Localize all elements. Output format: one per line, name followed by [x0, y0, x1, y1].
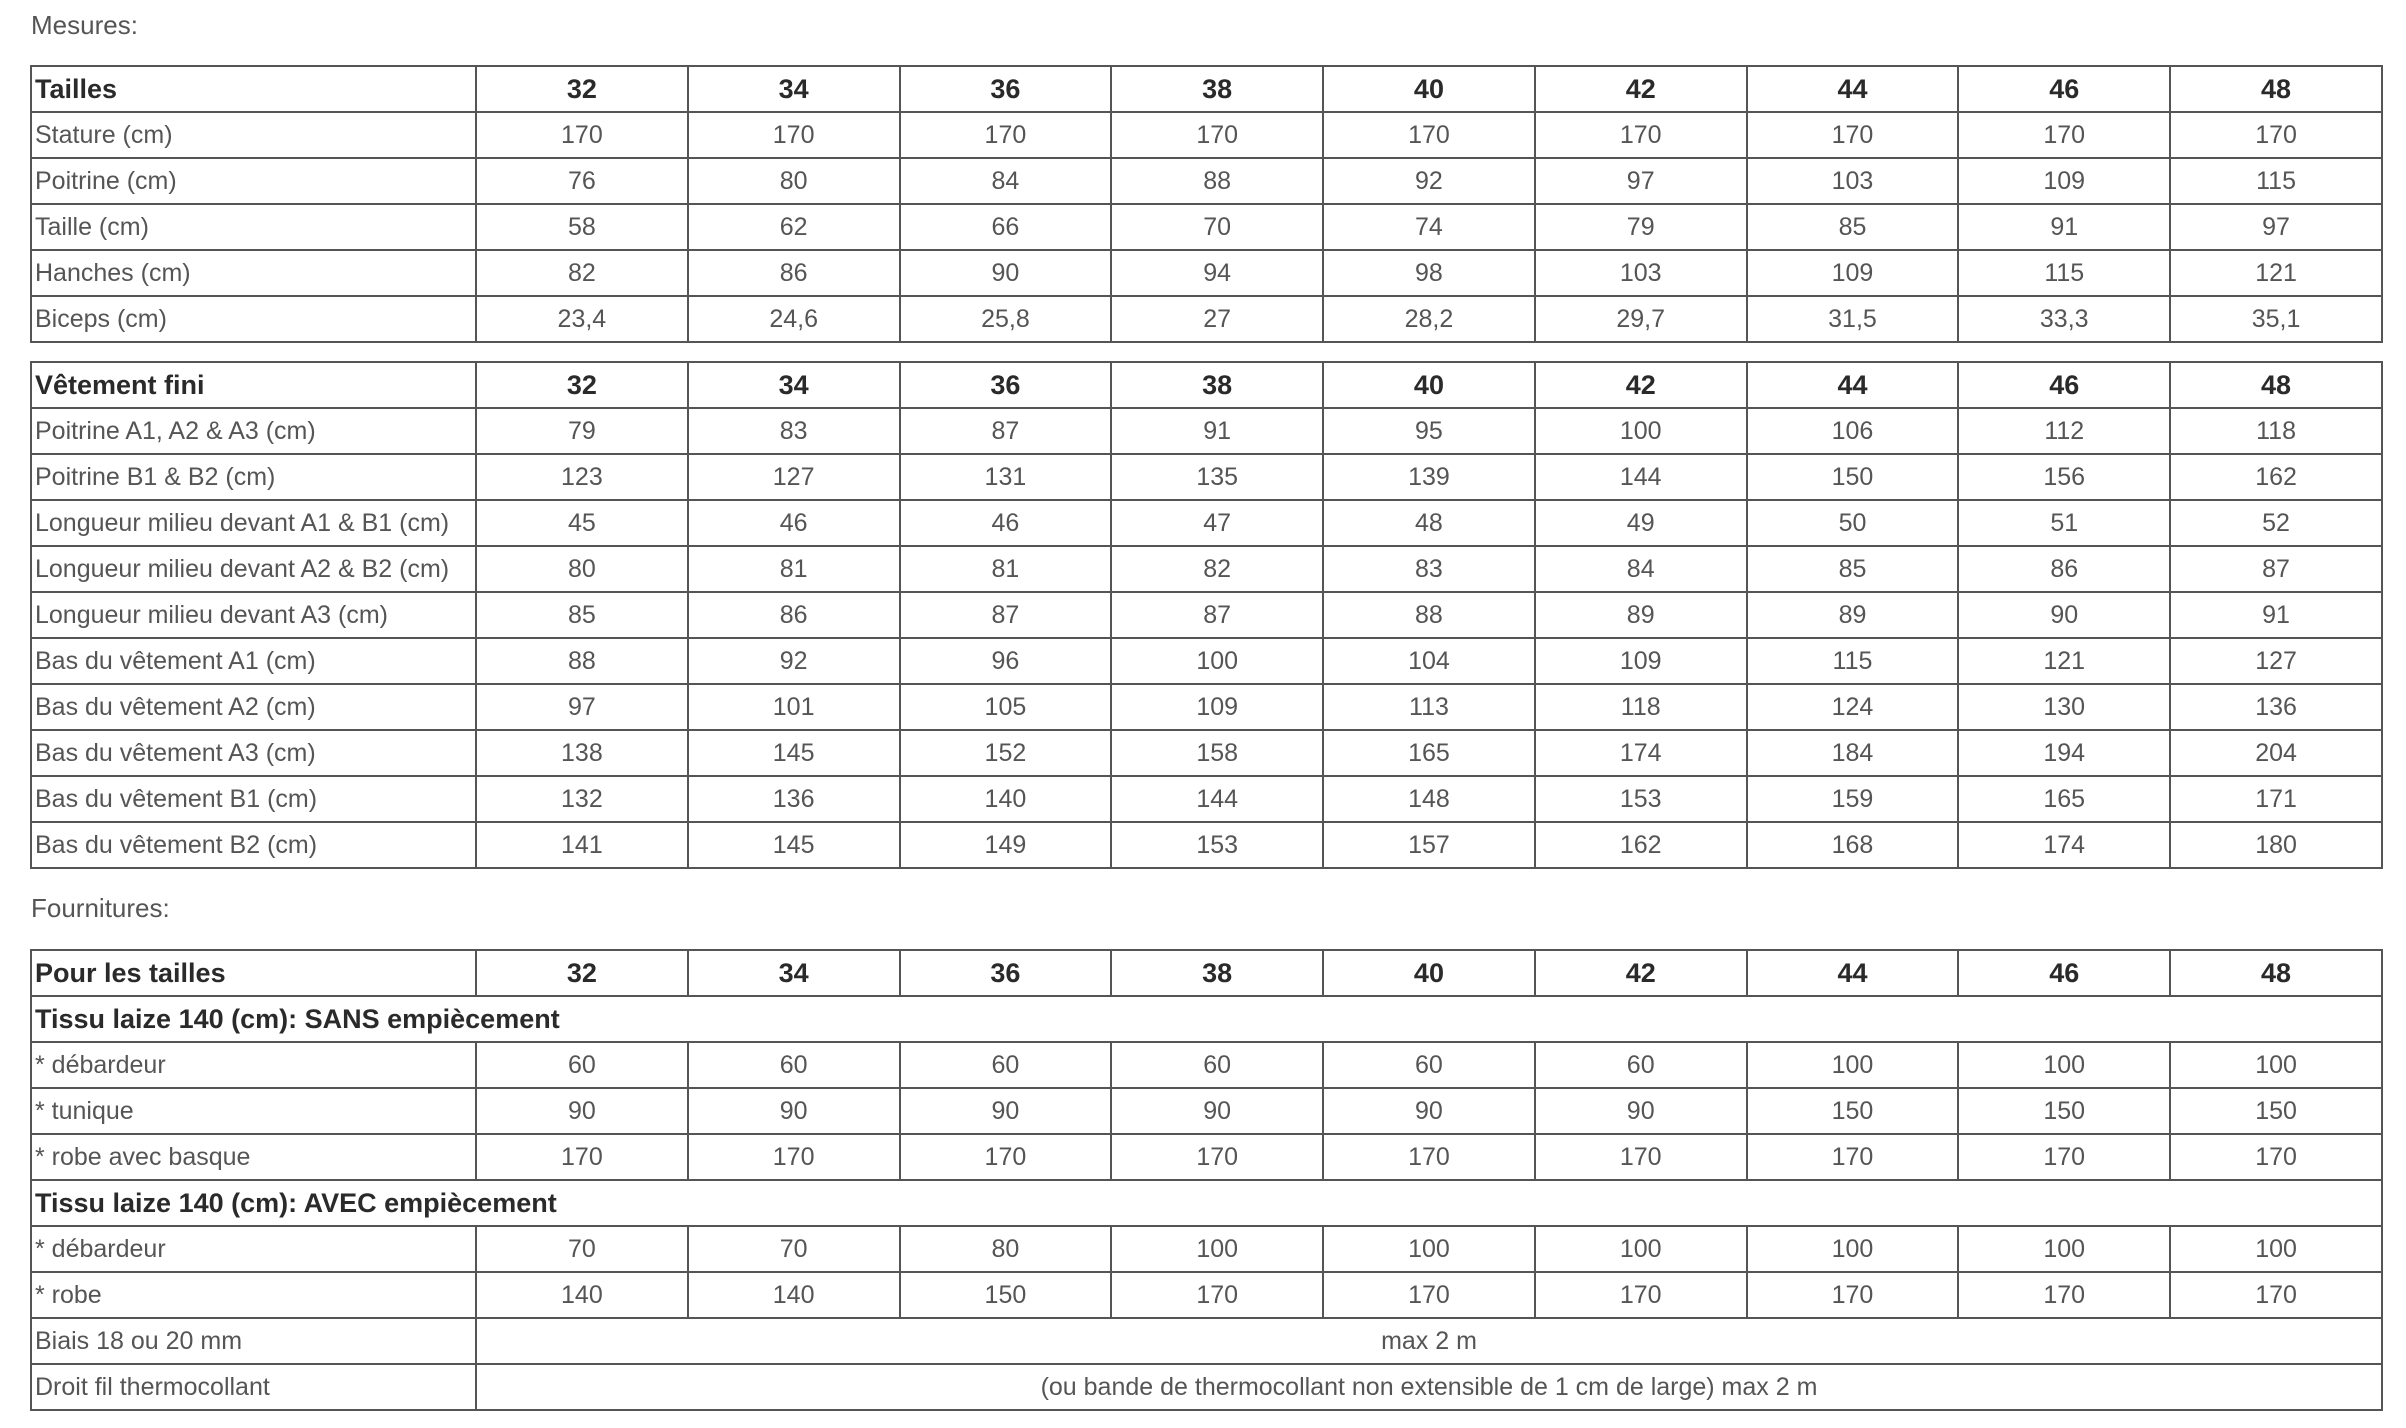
value-cell: 60	[688, 1042, 900, 1088]
table-row	[31, 1134, 2382, 1180]
value-cell: 170	[1111, 112, 1323, 158]
mesures-body	[31, 112, 2382, 342]
value-cell: 90	[1323, 1088, 1535, 1134]
value-cell: 115	[1958, 250, 2170, 296]
header-size-cell: 42	[1535, 66, 1747, 112]
value-cell: 115	[2170, 158, 2382, 204]
value-cell: 170	[1535, 1272, 1747, 1318]
header-size-cell: 38	[1111, 362, 1323, 408]
value-cell: 130	[1958, 684, 2170, 730]
value-cell: 90	[900, 1088, 1112, 1134]
table-row	[31, 1318, 2382, 1364]
value-cell: 70	[1111, 204, 1323, 250]
value-cell: 60	[1535, 1042, 1747, 1088]
value-cell: 101	[688, 684, 900, 730]
value-cell: 80	[688, 158, 900, 204]
value-cell: 152	[900, 730, 1112, 776]
value-cell: 81	[900, 546, 1112, 592]
value-cell: 170	[900, 1134, 1112, 1180]
value-cell: 144	[1535, 454, 1747, 500]
value-cell: 87	[900, 592, 1112, 638]
table-row	[31, 1088, 2382, 1134]
value-cell: 60	[900, 1042, 1112, 1088]
value-cell: 158	[1111, 730, 1323, 776]
value-cell: 85	[476, 592, 688, 638]
value-cell: 46	[900, 500, 1112, 546]
value-cell: 86	[1958, 546, 2170, 592]
table-row	[31, 684, 2382, 730]
fournitures-table	[30, 949, 2383, 1411]
value-cell: 157	[1323, 822, 1535, 868]
value-cell: 121	[1958, 638, 2170, 684]
value-cell: 83	[688, 408, 900, 454]
value-cell: 145	[688, 730, 900, 776]
value-cell: 109	[1111, 684, 1323, 730]
row-label-cell: Taille (cm)	[31, 204, 476, 250]
value-cell: 47	[1111, 500, 1323, 546]
value-cell: 170	[1323, 1272, 1535, 1318]
value-cell: 51	[1958, 500, 2170, 546]
fournitures-extra-body	[31, 1318, 2382, 1410]
header-size-cell: 36	[900, 950, 1112, 996]
value-cell: 25,8	[900, 296, 1112, 342]
value-cell: 105	[900, 684, 1112, 730]
value-cell: 70	[476, 1226, 688, 1272]
fournitures-sans-title-body	[31, 996, 2382, 1042]
table-header-row	[31, 950, 2382, 996]
value-cell: 170	[2170, 112, 2382, 158]
value-cell: 52	[2170, 500, 2382, 546]
row-label-cell: Longueur milieu devant A1 & B1 (cm)	[31, 500, 476, 546]
table-row	[31, 408, 2382, 454]
value-cell: 171	[2170, 776, 2382, 822]
value-cell: 153	[1111, 822, 1323, 868]
value-cell: 170	[1535, 112, 1747, 158]
value-cell: 82	[476, 250, 688, 296]
value-cell: 109	[1747, 250, 1959, 296]
fournitures-sans-body	[31, 1042, 2382, 1180]
value-cell: 92	[1323, 158, 1535, 204]
value-cell: 140	[688, 1272, 900, 1318]
row-label-cell: Poitrine A1, A2 & A3 (cm)	[31, 408, 476, 454]
table-row	[31, 500, 2382, 546]
value-cell: 60	[1323, 1042, 1535, 1088]
value-cell: 91	[2170, 592, 2382, 638]
value-cell: 90	[1958, 592, 2170, 638]
row-label-cell: * tunique	[31, 1088, 476, 1134]
value-cell: 156	[1958, 454, 2170, 500]
header-size-cell: 48	[2170, 362, 2382, 408]
value-cell: 100	[2170, 1042, 2382, 1088]
value-cell: 149	[900, 822, 1112, 868]
header-size-cell: 32	[476, 362, 688, 408]
value-cell: 140	[476, 1272, 688, 1318]
value-cell: 115	[1747, 638, 1959, 684]
value-cell: 84	[900, 158, 1112, 204]
fournitures-avec-title-body	[31, 1180, 2382, 1226]
row-label-cell: Poitrine (cm)	[31, 158, 476, 204]
value-cell: 74	[1323, 204, 1535, 250]
row-label-cell: * robe	[31, 1272, 476, 1318]
value-cell: 45	[476, 500, 688, 546]
value-cell: 121	[2170, 250, 2382, 296]
header-size-cell: 44	[1747, 66, 1959, 112]
table-header-row	[31, 362, 2382, 408]
header-label-cell: Pour les tailles	[31, 950, 476, 996]
value-cell: 24,6	[688, 296, 900, 342]
value-cell: 103	[1747, 158, 1959, 204]
header-size-cell: 34	[688, 362, 900, 408]
value-cell: 33,3	[1958, 296, 2170, 342]
value-cell: 159	[1747, 776, 1959, 822]
value-cell: 83	[1323, 546, 1535, 592]
header-size-cell: 40	[1323, 362, 1535, 408]
value-cell: 23,4	[476, 296, 688, 342]
value-cell: 98	[1323, 250, 1535, 296]
header-size-cell: 36	[900, 362, 1112, 408]
value-cell: 100	[1111, 638, 1323, 684]
header-label-cell: Tailles	[31, 66, 476, 112]
droit-fil-value: (ou bande de thermocollant non extensible de 1 cm de large) max 2 m	[476, 1364, 2382, 1410]
table-row	[31, 638, 2382, 684]
header-size-cell: 48	[2170, 66, 2382, 112]
subheader-row	[31, 1180, 2382, 1226]
value-cell: 180	[2170, 822, 2382, 868]
value-cell: 87	[900, 408, 1112, 454]
value-cell: 204	[2170, 730, 2382, 776]
table-row	[31, 250, 2382, 296]
row-label-cell: Bas du vêtement A3 (cm)	[31, 730, 476, 776]
value-cell: 170	[1535, 1134, 1747, 1180]
value-cell: 90	[900, 250, 1112, 296]
table-row	[31, 112, 2382, 158]
value-cell: 50	[1747, 500, 1959, 546]
header-size-cell: 46	[1958, 950, 2170, 996]
value-cell: 132	[476, 776, 688, 822]
table-row	[31, 1364, 2382, 1410]
value-cell: 97	[476, 684, 688, 730]
value-cell: 86	[688, 592, 900, 638]
value-cell: 90	[688, 1088, 900, 1134]
value-cell: 90	[1111, 1088, 1323, 1134]
subheader-row	[31, 996, 2382, 1042]
row-label-cell: * débardeur	[31, 1042, 476, 1088]
value-cell: 174	[1958, 822, 2170, 868]
value-cell: 184	[1747, 730, 1959, 776]
value-cell: 80	[476, 546, 688, 592]
header-size-cell: 38	[1111, 950, 1323, 996]
header-size-cell: 32	[476, 950, 688, 996]
value-cell: 70	[688, 1226, 900, 1272]
table-row	[31, 822, 2382, 868]
table-row	[31, 730, 2382, 776]
value-cell: 86	[688, 250, 900, 296]
value-cell: 82	[1111, 546, 1323, 592]
value-cell: 27	[1111, 296, 1323, 342]
value-cell: 60	[476, 1042, 688, 1088]
value-cell: 170	[1111, 1134, 1323, 1180]
value-cell: 170	[1958, 1134, 2170, 1180]
value-cell: 31,5	[1747, 296, 1959, 342]
value-cell: 144	[1111, 776, 1323, 822]
header-size-cell: 36	[900, 66, 1112, 112]
table-row	[31, 1042, 2382, 1088]
table-row	[31, 776, 2382, 822]
value-cell: 170	[688, 1134, 900, 1180]
row-label-cell: Bas du vêtement B2 (cm)	[31, 822, 476, 868]
value-cell: 85	[1747, 546, 1959, 592]
value-cell: 170	[476, 112, 688, 158]
value-cell: 84	[1535, 546, 1747, 592]
row-label-cell: * débardeur	[31, 1226, 476, 1272]
value-cell: 170	[2170, 1272, 2382, 1318]
value-cell: 90	[1535, 1088, 1747, 1134]
value-cell: 109	[1535, 638, 1747, 684]
value-cell: 165	[1323, 730, 1535, 776]
value-cell: 135	[1111, 454, 1323, 500]
header-size-cell: 42	[1535, 362, 1747, 408]
value-cell: 100	[1535, 408, 1747, 454]
table-row	[31, 1272, 2382, 1318]
value-cell: 60	[1111, 1042, 1323, 1088]
value-cell: 48	[1323, 500, 1535, 546]
value-cell: 49	[1535, 500, 1747, 546]
value-cell: 100	[2170, 1226, 2382, 1272]
value-cell: 97	[2170, 204, 2382, 250]
value-cell: 100	[1958, 1042, 2170, 1088]
header-size-cell: 34	[688, 66, 900, 112]
value-cell: 100	[1958, 1226, 2170, 1272]
value-cell: 35,1	[2170, 296, 2382, 342]
value-cell: 106	[1747, 408, 1959, 454]
value-cell: 153	[1535, 776, 1747, 822]
value-cell: 150	[1747, 454, 1959, 500]
row-label-cell: * robe avec basque	[31, 1134, 476, 1180]
value-cell: 89	[1535, 592, 1747, 638]
value-cell: 170	[900, 112, 1112, 158]
value-cell: 92	[688, 638, 900, 684]
table-row	[31, 296, 2382, 342]
mesures-table	[30, 65, 2383, 343]
value-cell: 85	[1747, 204, 1959, 250]
row-label-cell: Longueur milieu devant A3 (cm)	[31, 592, 476, 638]
header-size-cell: 32	[476, 66, 688, 112]
value-cell: 150	[900, 1272, 1112, 1318]
value-cell: 89	[1747, 592, 1959, 638]
value-cell: 150	[2170, 1088, 2382, 1134]
row-label-cell: Poitrine B1 & B2 (cm)	[31, 454, 476, 500]
value-cell: 123	[476, 454, 688, 500]
fournitures-avec-body	[31, 1226, 2382, 1318]
value-cell: 118	[1535, 684, 1747, 730]
value-cell: 29,7	[1535, 296, 1747, 342]
sans-empiecement-title: Tissu laize 140 (cm): SANS empiècement	[31, 996, 2382, 1042]
header-size-cell: 34	[688, 950, 900, 996]
value-cell: 127	[688, 454, 900, 500]
value-cell: 150	[1958, 1088, 2170, 1134]
vetement-body	[31, 408, 2382, 868]
value-cell: 148	[1323, 776, 1535, 822]
value-cell: 87	[1111, 592, 1323, 638]
value-cell: 76	[476, 158, 688, 204]
value-cell: 104	[1323, 638, 1535, 684]
table-header-row	[31, 66, 2382, 112]
row-label-cell: Longueur milieu devant A2 & B2 (cm)	[31, 546, 476, 592]
value-cell: 170	[476, 1134, 688, 1180]
value-cell: 136	[688, 776, 900, 822]
row-label-cell: Bas du vêtement B1 (cm)	[31, 776, 476, 822]
value-cell: 88	[1111, 158, 1323, 204]
header-size-cell: 40	[1323, 950, 1535, 996]
value-cell: 95	[1323, 408, 1535, 454]
vetement-fini-table	[30, 361, 2383, 869]
value-cell: 81	[688, 546, 900, 592]
table-row	[31, 546, 2382, 592]
value-cell: 174	[1535, 730, 1747, 776]
header-size-cell: 42	[1535, 950, 1747, 996]
value-cell: 170	[1958, 112, 2170, 158]
value-cell: 170	[1958, 1272, 2170, 1318]
value-cell: 46	[688, 500, 900, 546]
value-cell: 103	[1535, 250, 1747, 296]
value-cell: 66	[900, 204, 1112, 250]
value-cell: 62	[688, 204, 900, 250]
value-cell: 90	[476, 1088, 688, 1134]
header-size-cell: 44	[1747, 362, 1959, 408]
value-cell: 87	[2170, 546, 2382, 592]
value-cell: 140	[900, 776, 1112, 822]
value-cell: 88	[476, 638, 688, 684]
table-row	[31, 158, 2382, 204]
table-row	[31, 1226, 2382, 1272]
value-cell: 118	[2170, 408, 2382, 454]
value-cell: 165	[1958, 776, 2170, 822]
value-cell: 79	[476, 408, 688, 454]
table-row	[31, 454, 2382, 500]
value-cell: 131	[900, 454, 1112, 500]
header-size-cell: 40	[1323, 66, 1535, 112]
value-cell: 100	[1747, 1042, 1959, 1088]
mesures-title: Mesures:	[31, 10, 138, 40]
row-label-cell: Hanches (cm)	[31, 250, 476, 296]
biais-value: max 2 m	[476, 1318, 2382, 1364]
value-cell: 91	[1111, 408, 1323, 454]
value-cell: 170	[1111, 1272, 1323, 1318]
value-cell: 170	[2170, 1134, 2382, 1180]
header-label-cell: Vêtement fini	[31, 362, 476, 408]
value-cell: 100	[1535, 1226, 1747, 1272]
value-cell: 127	[2170, 638, 2382, 684]
value-cell: 170	[1323, 1134, 1535, 1180]
value-cell: 136	[2170, 684, 2382, 730]
value-cell: 170	[1747, 112, 1959, 158]
row-label-cell: Bas du vêtement A2 (cm)	[31, 684, 476, 730]
value-cell: 113	[1323, 684, 1535, 730]
fournitures-title: Fournitures:	[31, 893, 170, 923]
value-cell: 170	[688, 112, 900, 158]
value-cell: 100	[1747, 1226, 1959, 1272]
value-cell: 141	[476, 822, 688, 868]
value-cell: 145	[688, 822, 900, 868]
value-cell: 100	[1111, 1226, 1323, 1272]
row-label-cell: Biceps (cm)	[31, 296, 476, 342]
value-cell: 91	[1958, 204, 2170, 250]
value-cell: 88	[1323, 592, 1535, 638]
value-cell: 100	[1323, 1226, 1535, 1272]
value-cell: 112	[1958, 408, 2170, 454]
biais-label: Biais 18 ou 20 mm	[31, 1318, 476, 1364]
value-cell: 139	[1323, 454, 1535, 500]
row-label-cell: Stature (cm)	[31, 112, 476, 158]
value-cell: 138	[476, 730, 688, 776]
value-cell: 96	[900, 638, 1112, 684]
value-cell: 170	[1747, 1272, 1959, 1318]
value-cell: 162	[2170, 454, 2382, 500]
value-cell: 150	[1747, 1088, 1959, 1134]
table-row	[31, 592, 2382, 638]
value-cell: 97	[1535, 158, 1747, 204]
value-cell: 168	[1747, 822, 1959, 868]
value-cell: 94	[1111, 250, 1323, 296]
value-cell: 170	[1747, 1134, 1959, 1180]
value-cell: 162	[1535, 822, 1747, 868]
value-cell: 124	[1747, 684, 1959, 730]
header-size-cell: 46	[1958, 362, 2170, 408]
value-cell: 58	[476, 204, 688, 250]
header-size-cell: 38	[1111, 66, 1323, 112]
value-cell: 80	[900, 1226, 1112, 1272]
value-cell: 28,2	[1323, 296, 1535, 342]
avec-empiecement-title: Tissu laize 140 (cm): AVEC empiècement	[31, 1180, 2382, 1226]
value-cell: 170	[1323, 112, 1535, 158]
header-size-cell: 44	[1747, 950, 1959, 996]
droit-fil-label: Droit fil thermocollant	[31, 1364, 476, 1410]
value-cell: 79	[1535, 204, 1747, 250]
table-row	[31, 204, 2382, 250]
value-cell: 194	[1958, 730, 2170, 776]
header-size-cell: 46	[1958, 66, 2170, 112]
row-label-cell: Bas du vêtement A1 (cm)	[31, 638, 476, 684]
value-cell: 109	[1958, 158, 2170, 204]
header-size-cell: 48	[2170, 950, 2382, 996]
